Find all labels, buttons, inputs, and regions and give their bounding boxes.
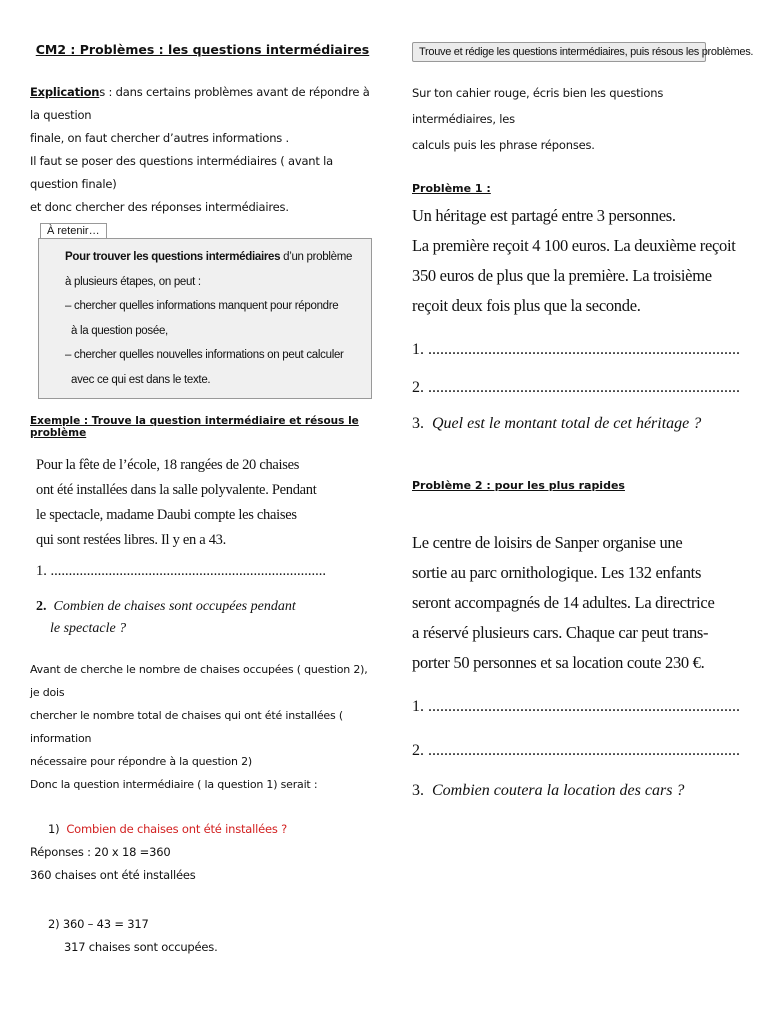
retenir-line: – chercher quelles nouvelles informations on peut calculer xyxy=(65,349,344,361)
retenir-box: Pour trouver les questions intermédiaires d’un problème à plusieurs étapes, on peut : – chercher quelles informations manquent pour répondre à la question posée, – chercher quelles nouvelles informations on peut calculer avec ce qui est dans le texte. xyxy=(38,238,372,399)
explication-block xyxy=(30,81,375,219)
occupied-line: 317 chaises sont occupées. xyxy=(64,940,218,954)
retenir-tab: À retenir… xyxy=(40,223,107,238)
exemple-q1: 1. ............................................................................ xyxy=(36,563,326,579)
retenir-bold: Pour trouver les questions intermédiaires xyxy=(65,251,281,263)
problem-2-text: Le centre de loisirs de Sanper organise une sortie au parc ornithologique. Les 132 enfants seront accompagnés de 14 adultes. La directrice a réservé plusieurs cars. Chaque car peut trans- porter 50 personnes et sa location coute 230 €. xyxy=(412,533,715,672)
reponses-line: Réponses : 20 x 18 =360 xyxy=(30,845,171,859)
instruction-box: Trouve et rédige les questions intermédiaires, puis résous les problèmes. xyxy=(412,42,706,62)
problem-2-heading: Problème 2 : pour les plus rapides xyxy=(412,479,625,492)
problem-1-q2: 2. .............................................................................. xyxy=(412,379,740,396)
exemple-text: Pour la fête de l’école, 18 rangées de 20 chaises ont été installées dans la salle polyvalente. Pendant le spectacle, madame Daubi compte les chaises qui sont restées libres. Il y en a 43. xyxy=(36,457,317,548)
problem-2-q2: 2. .............................................................................. xyxy=(412,742,740,759)
left-column xyxy=(30,40,375,959)
right-column xyxy=(412,40,754,800)
retenir-section xyxy=(30,219,375,399)
answer-2: 2) 360 – 43 = 317 xyxy=(48,917,149,931)
explication-line: s : dans certains problèmes avant de répondre à la question xyxy=(30,85,370,122)
retenir-line: à plusieurs étapes, on peut : xyxy=(65,275,201,288)
installed-line: 360 chaises ont été installées xyxy=(30,868,196,882)
problem-1-q3: 3. Quel est le montant total de cet héritage ? xyxy=(412,415,702,432)
avant-block: Avant de cherche le nombre de chaises occupées ( question 2), je dois chercher le nombre total de chaises qui ont été installées ( information nécessaire pour répondre à la question 2) Donc la question intermédiaire ( la question 1) serait : xyxy=(30,663,368,791)
problem-1-q1: 1. .............................................................................. xyxy=(412,341,740,358)
retenir-line: à la question posée, xyxy=(71,324,168,337)
exemple-q2: 2. Combien de chaises sont occupées pendant le spectacle ? xyxy=(36,599,296,636)
problem-2-q1: 1. .............................................................................. xyxy=(412,698,740,715)
problem-1-text: Un héritage est partagé entre 3 personnes. La première reçoit 4 100 euros. La deuxième reçoit 350 euros de plus que la première. La troisième reçoit deux fois plus que la seconde. xyxy=(412,206,736,315)
problem-2-q3: 3. Combien coutera la location des cars ? xyxy=(412,782,685,799)
answer-1-question: Combien de chaises ont été installées ? xyxy=(66,822,288,836)
answer-1: 1) Combien de chaises ont été installées ? xyxy=(48,822,288,836)
page-title: CM2 : Problèmes : les questions intermédiaires xyxy=(35,42,370,57)
exemple-title: Exemple : Trouve la question intermédiaire et résous le problème xyxy=(30,415,359,439)
retenir-line: avec ce qui est dans le texte. xyxy=(71,373,211,386)
problem-1-heading: Problème 1 : xyxy=(412,182,491,195)
retenir-line: – chercher quelles informations manquent pour répondre xyxy=(65,300,339,312)
explication-line: Il faut se poser des questions intermédiaires ( avant la question finale) xyxy=(30,154,333,191)
explication-line: finale, on faut chercher d’autres informations . xyxy=(30,131,289,145)
cahier-block: Sur ton cahier rouge, écris bien les questions intermédiaires, les calculs puis les phrase réponses. xyxy=(412,86,664,152)
explication-line: et donc chercher des réponses intermédiaires. xyxy=(30,200,289,214)
explication-label: Explication xyxy=(30,85,100,99)
